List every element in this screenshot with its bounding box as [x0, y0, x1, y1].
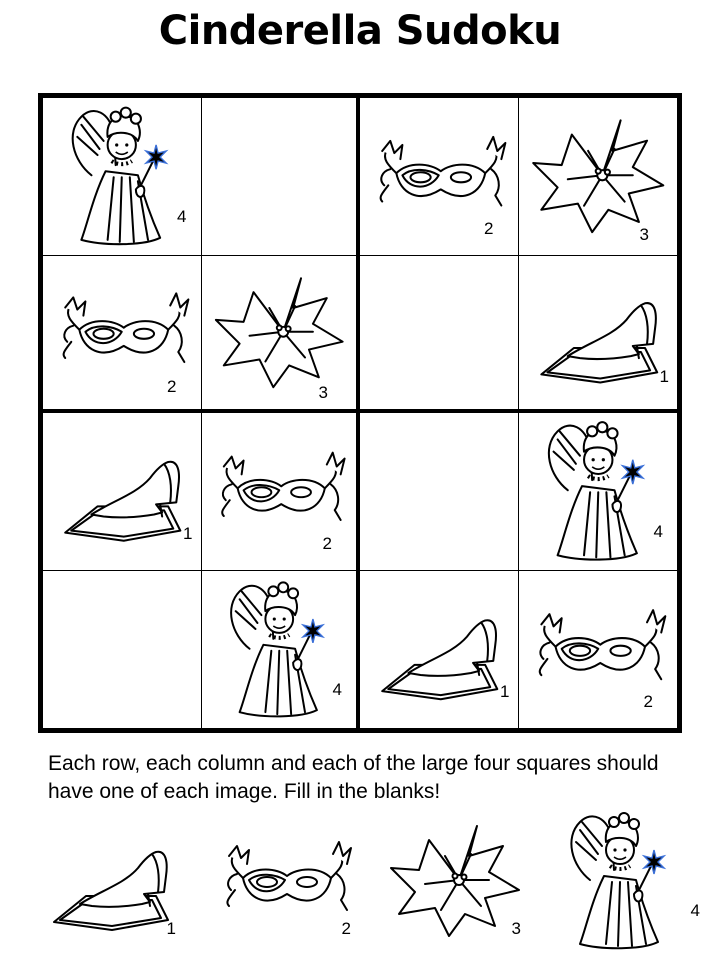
- given-cell: [202, 413, 361, 571]
- key-number: 3: [511, 919, 521, 938]
- given-cell: [43, 98, 202, 256]
- piece-number: 2: [322, 534, 332, 553]
- piece-number: 1: [500, 681, 510, 701]
- given-cell: [360, 571, 519, 729]
- blank-cell[interactable]: [360, 256, 519, 414]
- piece-key: [30, 806, 700, 956]
- piece-number: 3: [639, 225, 649, 244]
- instructions-text: Each row, each column and each of the large four squares should have one of each image. Fill in the blanks!: [48, 752, 659, 803]
- given-cell: [202, 256, 361, 414]
- slipper-icon: [519, 256, 678, 410]
- flower-icon: [519, 98, 678, 255]
- fairy-godmother-icon: [202, 571, 357, 729]
- given-cell: [519, 98, 678, 256]
- key-number: 4: [690, 901, 700, 920]
- mask-icon: [360, 98, 518, 255]
- piece-number: 2: [484, 219, 494, 238]
- piece-number: 4: [653, 522, 663, 541]
- given-cell: [519, 413, 678, 571]
- mask-icon: [202, 413, 357, 570]
- given-cell: [43, 256, 202, 414]
- piece-number: 2: [643, 691, 653, 711]
- piece-number: 4: [177, 207, 187, 226]
- key-item: [375, 806, 535, 956]
- given-cell: [360, 98, 519, 256]
- given-cell: [43, 413, 202, 571]
- piece-number: 1: [183, 524, 193, 543]
- sudoku-board: [38, 93, 682, 733]
- given-cell: [202, 571, 361, 729]
- key-item: [205, 806, 365, 956]
- piece-number: 2: [167, 376, 177, 396]
- fairy-godmother-icon: [519, 413, 678, 570]
- given-cell: [519, 571, 678, 729]
- piece-number: 4: [332, 679, 342, 699]
- slipper-icon: [43, 413, 201, 570]
- slipper-icon: [360, 571, 518, 729]
- key-item: [30, 806, 190, 956]
- piece-number: 3: [318, 382, 328, 402]
- page-title: Cinderella Sudoku: [158, 8, 562, 54]
- mask-icon: [43, 256, 201, 410]
- flower-icon: [202, 256, 357, 410]
- key-number: 1: [166, 919, 176, 938]
- key-number: 2: [341, 919, 351, 938]
- mask-icon: [519, 571, 678, 729]
- fairy-godmother-icon: [43, 98, 201, 255]
- given-cell: [519, 256, 678, 414]
- blank-cell[interactable]: [202, 98, 361, 256]
- blank-cell[interactable]: [43, 571, 202, 729]
- blank-cell[interactable]: [360, 413, 519, 571]
- fairy-godmother-icon: [540, 806, 700, 956]
- key-item: [540, 806, 700, 956]
- piece-number: 1: [659, 366, 669, 386]
